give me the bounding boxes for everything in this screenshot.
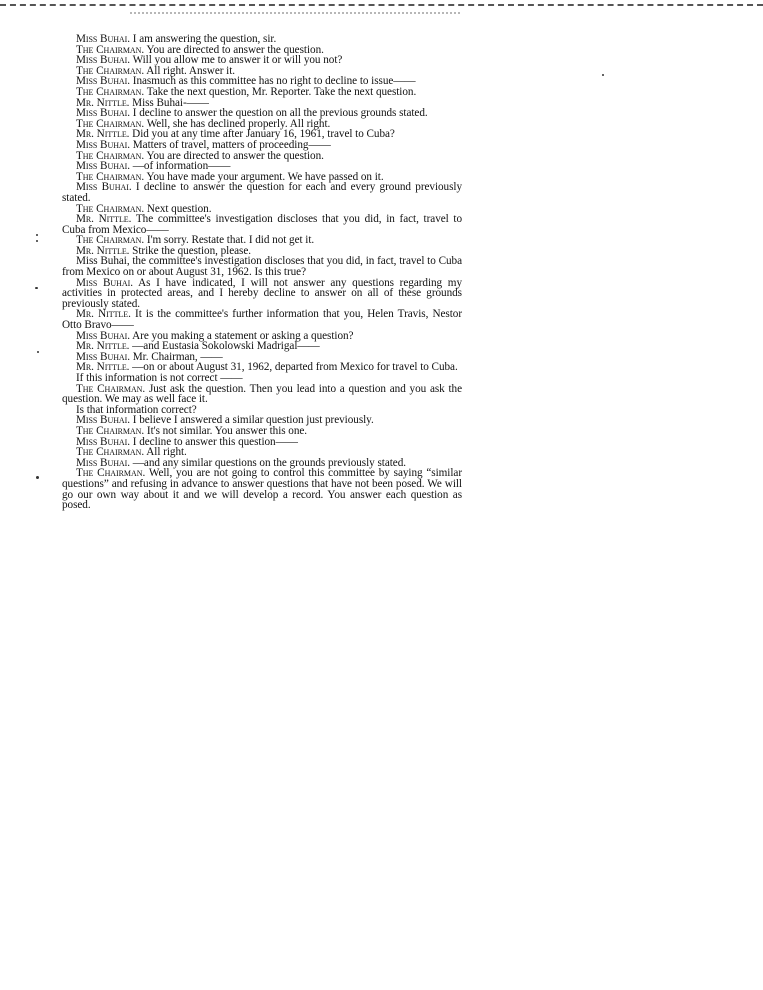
paragraph-text: You are directed to answer the question. [146,43,324,56]
speaker-name: The Chairman. [76,149,145,162]
speaker-name: The Chairman. [76,202,145,215]
speaker-name: Miss Buhai. [76,414,131,427]
paragraph-text: I decline to answer the question on all the previous grounds stated. [132,107,428,120]
paragraph-text: Well, you are not going to control this committee by saying “similar questions” and refusing in advance to answer questions that have not been posed. We will go our own way about it and we will develop a record. You answer each question as posed. [62,467,463,512]
paragraph-text: Mr. Chairman, —— [132,350,223,363]
speaker-name: The Chairman. [76,64,145,77]
paragraph-text: I decline to answer this question—— [132,435,298,448]
speaker-name: The Chairman. [76,117,145,130]
speaker-name: Miss Buhai. [76,33,131,45]
speaker-name: Miss Buhai. [76,54,131,67]
paragraph-text: Did you at any time after January 16, 1961, travel to Cuba? [132,128,395,141]
speaker-name: Miss Buhai. [76,329,131,342]
speaker-name: The Chairman. [76,467,146,480]
scan-speck [35,287,38,289]
paragraph-text: Take the next question, Mr. Reporter. Take the next question. [146,85,417,98]
page-top-border [0,4,763,6]
scan-speck [36,240,38,242]
speaker-name: Miss Buhai. [76,456,131,469]
speaker-name: The Chairman. [76,424,145,437]
paragraph-text: The committee's investigation discloses that you did, in fact, travel to Cuba from Mexico—— [62,213,463,236]
paragraph-text: Will you allow me to answer it or will you not? [132,54,343,67]
paragraph-text: Inasmuch as this committee has no right to decline to issue—— [132,75,416,88]
speaker-name: The Chairman. [76,43,145,56]
transcript-paragraph [62,214,462,235]
speaker-name: Miss Buhai. [76,350,131,363]
speaker-name: Mr. Nittle. [76,128,130,141]
scan-speck [36,234,38,236]
speaker-name: Miss Buhai. [76,276,133,289]
paragraph-text: Are you making a statement or asking a question? [132,329,354,342]
paragraph-text: I am answering the question, sir. [132,33,277,45]
paragraph-text: —and Eustasia Sokolowski Madrigal—— [132,340,320,353]
transcript-paragraph [62,468,462,510]
speaker-name: The Chairman. [76,85,145,98]
scan-speck [602,74,604,76]
speaker-name: Mr. Nittle. [76,361,130,374]
paragraph-text: Well, she has declined properly. All right. [146,117,331,130]
paragraph-text: —and any similar questions on the grounds previously stated. [132,456,406,469]
paragraph-text: If this information is not correct —— [76,372,243,384]
paragraph-text: All right. Answer it. [146,64,236,77]
speaker-name: Miss Buhai. [76,181,132,194]
running-head-faded [130,12,460,20]
speaker-name: Mr. Nittle. [76,244,130,257]
speaker-name: The Chairman. [76,234,145,247]
transcript-paragraph [62,384,462,405]
paragraph-text: Next question. [146,202,212,215]
speaker-name: Mr. Nittle. [76,308,131,321]
paragraph-text: —of information—— [132,160,231,173]
paragraph-text: All right. [146,446,187,459]
speaker-name: Miss Buhai. [76,435,131,448]
paragraph-text: I believe I answered a similar question just previously. [132,414,374,427]
paragraph-text: Strike the question, please. [132,244,252,257]
paragraph-text: It is the committee's further information that you, Helen Travis, Nestor Otto Bravo—— [62,308,463,332]
paragraph-text: I'm sorry. Restate that. I did not get it. [146,234,315,247]
scan-speck [36,476,39,479]
speaker-name: Mr. Nittle. [76,340,130,353]
speaker-name: The Chairman. [76,446,145,459]
speaker-name: Miss Buhai. [76,160,131,173]
scan-speck [37,351,39,353]
transcript-paragraph [62,256,462,277]
paragraph-text: Is that information correct? [76,403,197,416]
transcript-paragraph [62,309,462,330]
paragraph-text: —on or about August 31, 1962, departed from Mexico for travel to Cuba. [132,361,458,374]
speaker-name: The Chairman. [76,382,146,395]
paragraph-text: As I have indicated, I will not answer any questions regarding my activities in protected areas, and I hereby decline to answer on all of these grounds previously stated. [62,276,463,310]
speaker-name: Mr. Nittle. [76,96,130,109]
paragraph-text: Miss Buhai, the committee's investigation discloses that you did, in fact, travel to Cuba from Mexico on or about August 31, 1962. Is this true? [62,255,462,279]
paragraph-text: I decline to answer the question for each and every ground previously stated. [62,181,463,204]
speaker-name: Miss Buhai. [76,107,131,120]
paragraph-text: Miss Buhai-—— [132,96,209,109]
paragraph-text: Just ask the question. Then you lead into a question and you ask the question. We may as well face it. [62,382,462,406]
paragraph-text: You are directed to answer the question. [146,149,324,162]
speaker-name: Miss Buhai. [76,138,131,151]
transcript-page [62,34,462,511]
speaker-name: The Chairman. [76,170,145,183]
transcript-paragraph [62,278,462,310]
paragraph-text: You have made your argument. We have passed on it. [146,170,384,183]
paragraph-text: It's not similar. You answer this one. [146,424,308,437]
speaker-name: Miss Buhai. [76,75,131,88]
transcript-paragraph [62,182,462,203]
paragraph-text: Matters of travel, matters of proceeding—— [132,138,331,151]
speaker-name: Mr. Nittle. [76,213,132,226]
